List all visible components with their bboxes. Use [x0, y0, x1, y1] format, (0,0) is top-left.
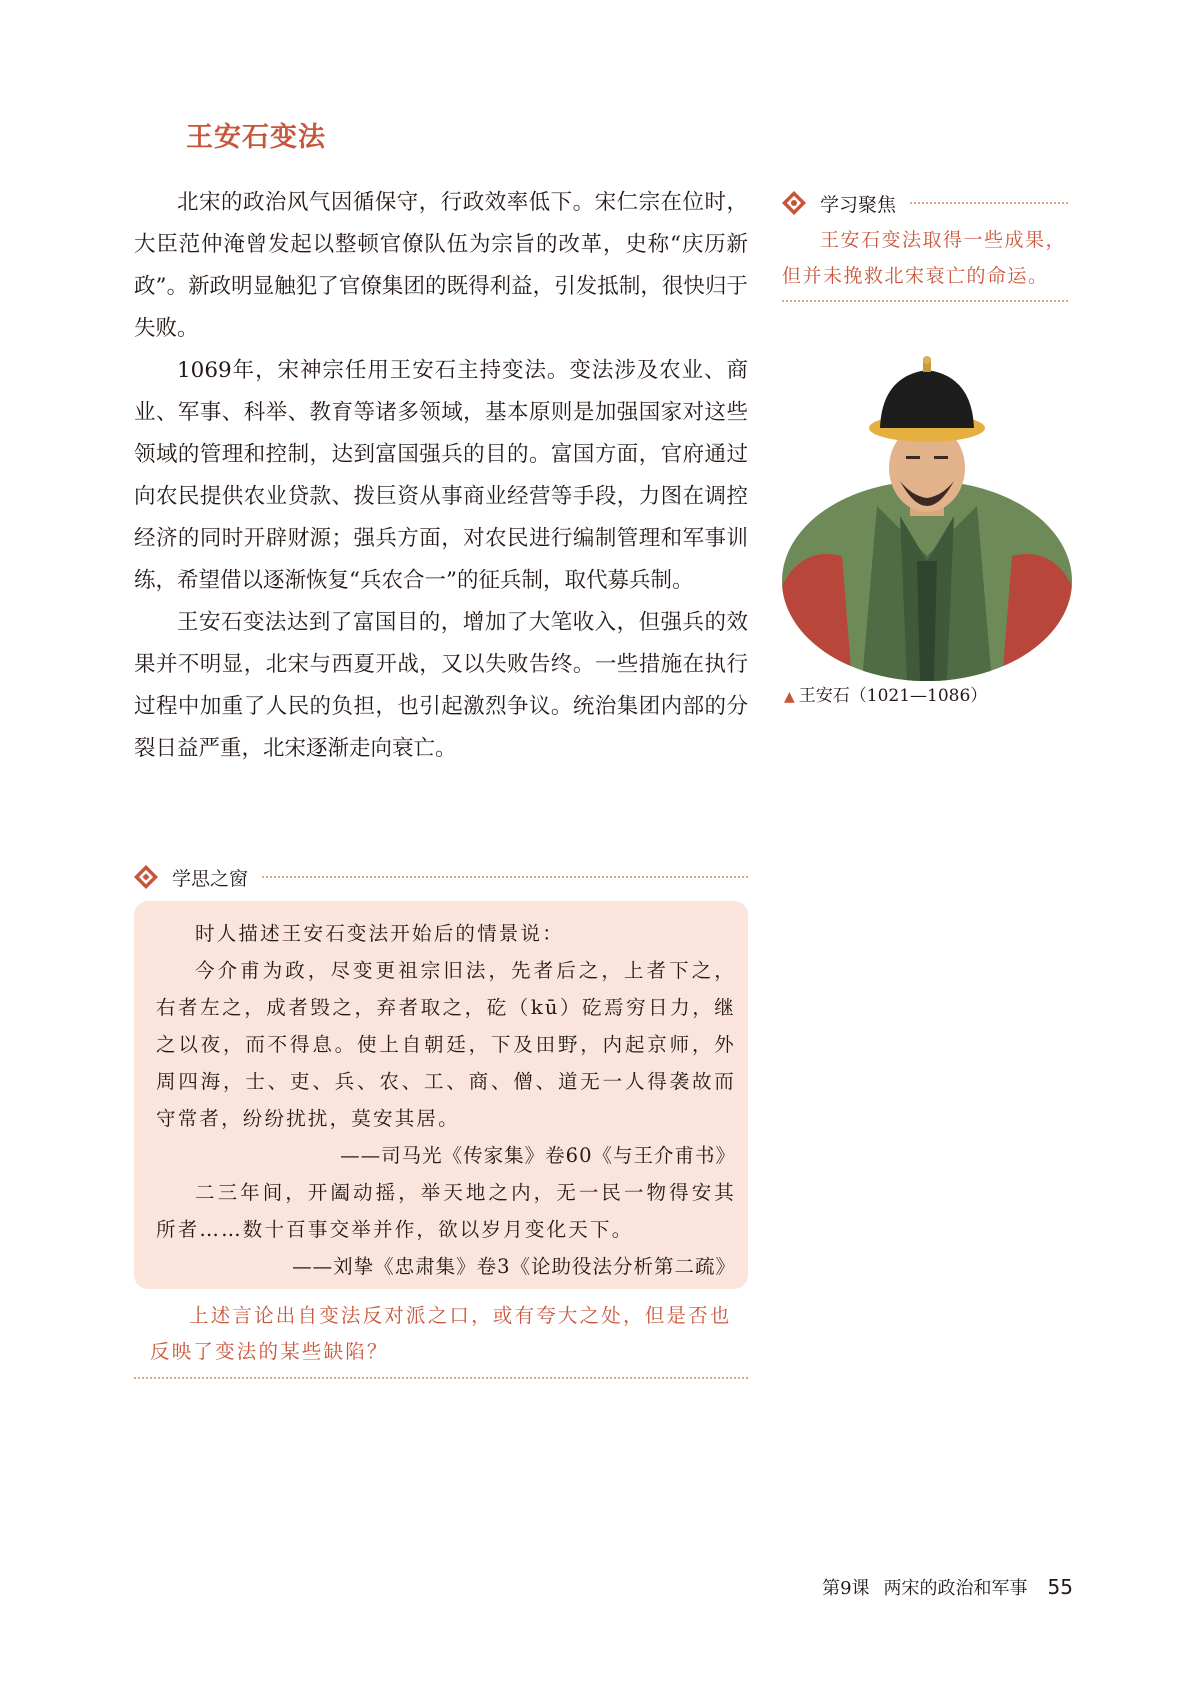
main-body-text — [134, 182, 748, 770]
learning-focus-box — [782, 188, 1068, 302]
quote-source: ——刘挚《忠肃集》卷3《论助役法分析第二疏》 — [292, 1255, 736, 1278]
page-number: 55 — [1047, 1575, 1073, 1599]
quote-intro: 时人描述王安石变法开始后的情景说： — [195, 922, 564, 945]
wang-anshi-portrait — [782, 356, 1072, 682]
body-paragraph: 北宋的政治风气因循保守，行政效率低下。宋仁宗在位时，大臣范仲淹曾发起以整顿官僚队伍为宗旨的改革，史称“庆历新政”。新政明显触犯了官僚集团的既得利益，引发抵制，很快归于失败。 — [134, 190, 748, 341]
learning-focus-text: 王安石变法取得一些成果，但并未挽救北宋衰亡的命运。 — [782, 222, 1068, 302]
quote-source: ——司马光《传家集》卷60《与王介甫书》 — [340, 1144, 736, 1167]
triangle-marker-icon: ▲ — [784, 689, 795, 705]
section-title: 王安石变法 — [186, 122, 326, 153]
lesson-number: 第9课 — [822, 1578, 870, 1599]
page-footer — [822, 1574, 1073, 1600]
body-paragraph: 王安石变法达到了富国目的，增加了大笔收入，但强兵的效果并不明显，北宋与西夏开战，又以失败告终。一些措施在执行过程中加重了人民的负担，也引起激烈争议。统治集团内部的分裂日益严重，北宋逐渐走向衰亡。 — [134, 610, 748, 761]
portrait-caption-text: 王安石（1021—1086） — [798, 686, 988, 706]
quote-liu-zhi: 二三年间，开阖动摇，举天地之内，无一民一物得安其所者……数十百事交举并作，欲以岁月变化天下。 — [156, 1181, 736, 1241]
thinking-window-box — [134, 901, 748, 1289]
dotted-divider — [134, 1377, 748, 1379]
thinking-window-label: 学思之窗 — [172, 867, 249, 890]
lesson-title: 两宋的政治和军事 — [883, 1578, 1028, 1599]
dotted-divider — [910, 202, 1068, 204]
thinking-question: 上述言论出自变法反对派之口，或有夸大之处，但是否也反映了变法的某些缺陷？ — [150, 1304, 732, 1363]
learning-focus-header — [782, 188, 1068, 218]
learning-focus-label: 学习聚焦 — [820, 193, 897, 216]
quote-sima-guang: 今介甫为政，尽变更祖宗旧法，先者后之，上者下之，右者左之，成者毁之，弃者取之，矻（kū）矻焉穷日力，继之以夜，而不得息。使上自朝廷，下及田野，内起京师，外周四海，士、吏、兵、农、工、商、僧、道无一人得袭故而守常者，纷纷扰扰，莫安其居。 — [156, 959, 736, 1130]
portrait-caption — [784, 681, 987, 706]
thinking-window-header — [134, 862, 748, 892]
body-paragraph: 1069年，宋神宗任用王安石主持变法。变法涉及农业、商业、军事、科举、教育等诸多领域，基本原则是加强国家对这些领域的管理和控制，达到富国强兵的目的。富国方面，官府通过向农民提供农业贷款、拨巨资从事商业经营等手段，力图在调控经济的同时开辟财源；强兵方面，对农民进行编制管理和军事训练，希望借以逐渐恢复“兵农合一”的征兵制，取代募兵制。 — [134, 358, 748, 593]
diamond-window-icon — [134, 865, 158, 889]
dotted-divider — [262, 876, 748, 878]
diamond-target-icon — [782, 191, 806, 215]
